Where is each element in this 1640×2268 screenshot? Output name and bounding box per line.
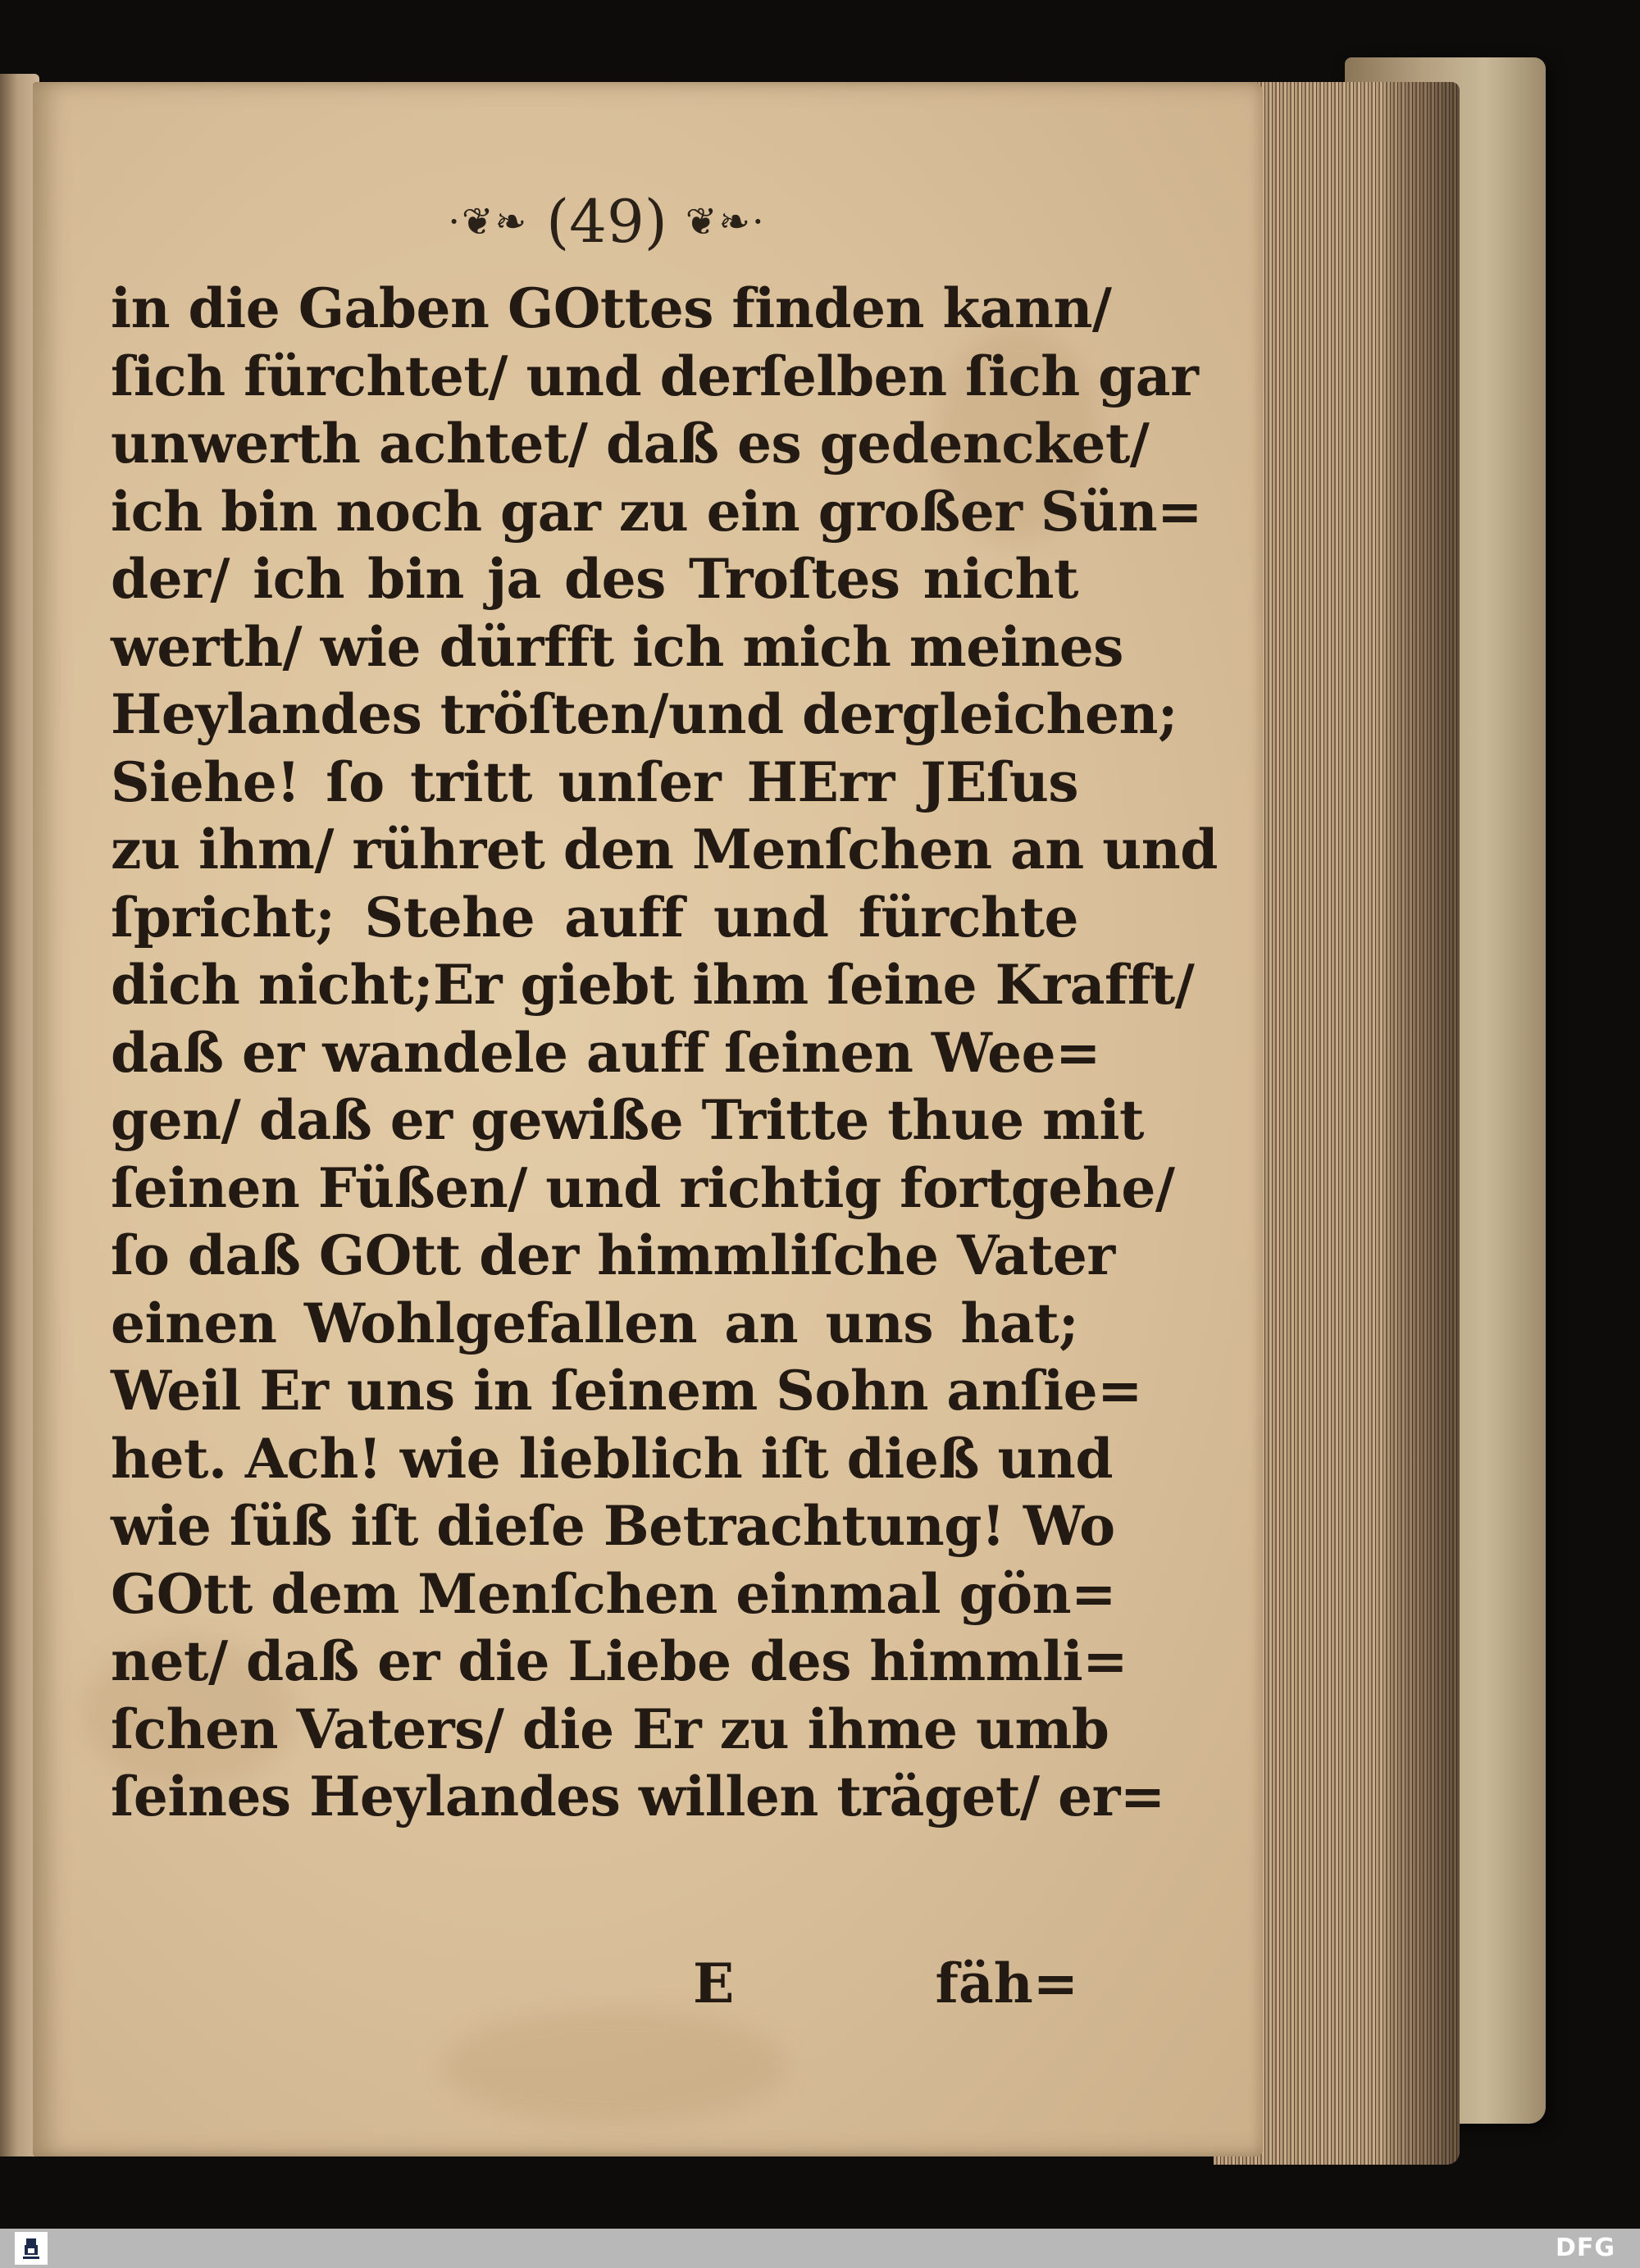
text-line: wie ſüß iſt dieſe Betrachtung! Wo xyxy=(111,1494,1115,1558)
text-line: Heylandes tröſten/und dergleichen; xyxy=(111,682,1178,746)
text-line: net/ daß er die Liebe des himmli= xyxy=(111,1629,1128,1693)
text-line: der/ ich bin ja des Troſtes nicht xyxy=(111,547,1078,611)
text-line: dich nicht;Er giebt ihm ſeine Krafft/ xyxy=(111,953,1195,1017)
text-line: ſo daß GOtt der himmliſche Vater xyxy=(111,1223,1115,1287)
text-line: het. Ach! wie lieblich iſt dieß und xyxy=(111,1426,1114,1491)
body-text xyxy=(111,275,1218,1831)
text-line: werth/ wie dürfft ich mich meines xyxy=(111,614,1123,679)
text-line: Siehe! ſo tritt unſer HErr JEſus xyxy=(111,749,1078,814)
text-line: ich bin noch gar zu ein großer Sün= xyxy=(111,479,1202,544)
running-header xyxy=(377,180,836,262)
catchword: fäh= xyxy=(935,1951,1078,2015)
text-line: ſchen Vaters/ die Er zu ihme umb xyxy=(111,1696,1109,1761)
text-line: GOtt dem Menſchen einmal gön= xyxy=(111,1561,1116,1626)
ornament-left-icon: ·❦❧ xyxy=(448,199,529,244)
text-line: gen/ daß er gewiße Tritte thue mit xyxy=(111,1088,1145,1152)
text-line: ſeinen Füßen/ und richtig fortgehe/ xyxy=(111,1155,1175,1220)
book-page xyxy=(33,82,1263,2156)
paper-stain xyxy=(443,2009,787,2124)
page-number: (49) xyxy=(546,187,667,256)
catchword-line xyxy=(111,1951,1078,2025)
text-line: unwerth achtet/ daß es gedencket/ xyxy=(111,412,1150,476)
text-line: Weil Er uns in ſeinem Sohn anſie= xyxy=(111,1359,1142,1423)
text-line: ſpricht; Stehe auff und fürchte xyxy=(111,885,1078,950)
ornament-right-icon: ❦❧· xyxy=(685,199,766,244)
text-line: daß er wandele auff ſeinen Wee= xyxy=(111,1020,1100,1085)
text-line: einen Wohlgefallen an uns hat; xyxy=(111,1291,1078,1355)
signature-mark: E xyxy=(693,1951,735,2015)
dfg-logo: DFG xyxy=(1555,2234,1615,2262)
text-line: zu ihm/ rühret den Menſchen an und xyxy=(111,817,1218,881)
text-line: ſich fürchtet/ und derſelben ſich gar xyxy=(111,344,1199,408)
text-line: in die Gaben GOttes finden kann/ xyxy=(111,276,1112,340)
library-logo xyxy=(15,2232,48,2265)
text-line: ſeines Heylandes willen träget/ er= xyxy=(111,1765,1165,1829)
library-crest-icon xyxy=(20,2235,43,2261)
footer-bar xyxy=(0,2229,1640,2268)
